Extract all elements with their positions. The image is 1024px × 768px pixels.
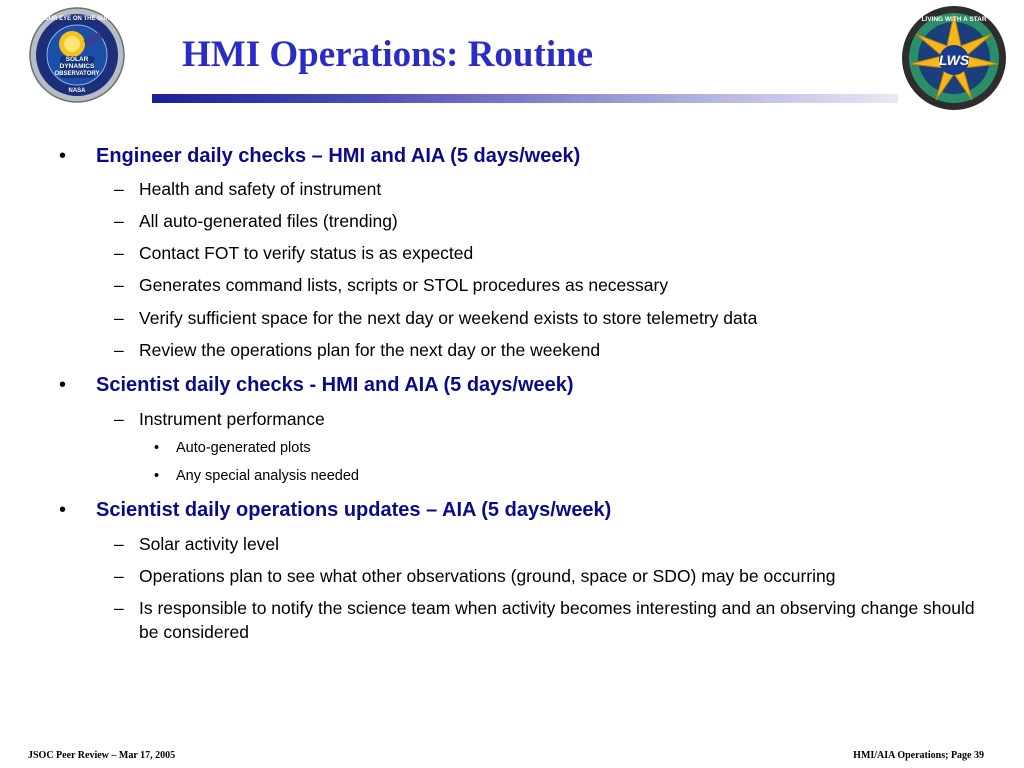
sdo-agency: NASA (68, 88, 86, 94)
list-item-text: All auto-generated files (trending) (139, 211, 398, 231)
section-heading-text: Scientist daily operations updates – AIA (5 days/week) (96, 499, 612, 521)
list-item (114, 532, 979, 556)
list-item (114, 596, 979, 644)
dash-marker: – (114, 243, 124, 263)
sdo-ring-text: OUR EYE ON THE SUN (44, 16, 110, 22)
dash-marker: – (114, 275, 124, 295)
bullet-marker: • (59, 499, 67, 521)
dash-marker: – (114, 409, 124, 429)
section-heading (59, 498, 612, 522)
list-item-text: Health and safety of instrument (139, 179, 382, 199)
list-item (114, 338, 979, 362)
sub-bullet-marker: • (154, 468, 160, 484)
list-item (114, 241, 979, 265)
dash-marker: – (114, 308, 124, 328)
list-item-text: Review the operations plan for the next day or the weekend (139, 340, 601, 360)
dash-marker: – (114, 566, 124, 586)
sub-list-item-text: Auto-generated plots (176, 440, 311, 456)
bullet-marker: • (59, 374, 67, 396)
dash-marker: – (114, 534, 124, 554)
page-title: HMI Operations: Routine (182, 34, 594, 75)
list-item (114, 273, 979, 297)
list-item (114, 564, 979, 588)
bullet-marker: • (59, 145, 67, 167)
list-item (114, 407, 979, 431)
lws-logo (900, 4, 1008, 112)
list-item (114, 209, 979, 233)
sdo-mission-logo-icon (28, 6, 126, 104)
lws-center-text: LWS (938, 52, 970, 68)
list-item-text: Verify sufficient space for the next day or weekend exists to store telemetry data (139, 308, 758, 328)
list-item-text: Is responsible to notify the science team when activity becomes interesting and an observing change should be considered (139, 598, 975, 642)
sub-list-item (154, 438, 311, 458)
list-item (114, 306, 979, 330)
list-item-text: Contact FOT to verify status is as expected (139, 243, 474, 263)
footer-page-number: HMI/AIA Operations; Page 39 (853, 750, 984, 761)
footer-left: JSOC Peer Review – Mar 17, 2005 (28, 750, 176, 761)
sdo-line1: SOLAR (65, 56, 89, 63)
sdo-logo (28, 6, 126, 104)
dash-marker: – (114, 179, 124, 199)
dash-marker: – (114, 598, 124, 618)
list-item-text: Generates command lists, scripts or STOL procedures as necessary (139, 275, 669, 295)
list-item-text: Solar activity level (139, 534, 280, 554)
lws-mission-logo-icon (900, 4, 1008, 112)
dash-marker: – (114, 211, 124, 231)
section-heading-text: Scientist daily checks - HMI and AIA (5 days/week) (96, 374, 574, 396)
sdo-line3: OBSERVATORY (54, 71, 100, 77)
lws-ring-text: LIVING WITH A STAR (921, 16, 987, 23)
list-item (114, 177, 979, 201)
sub-list-item (154, 466, 359, 486)
dash-marker: – (114, 340, 124, 360)
section-heading (59, 144, 581, 168)
section-heading-text: Engineer daily checks – HMI and AIA (5 days/week) (96, 145, 581, 167)
sub-bullet-marker: • (154, 440, 160, 456)
section-heading (59, 373, 574, 397)
list-item-text: Instrument performance (139, 409, 325, 429)
list-item-text: Operations plan to see what other observations (ground, space or SDO) may be occurring (139, 566, 836, 586)
sub-list-item-text: Any special analysis needed (176, 468, 359, 484)
sdo-line2: DYNAMICS (59, 63, 95, 70)
title-underline-bar (152, 94, 898, 103)
